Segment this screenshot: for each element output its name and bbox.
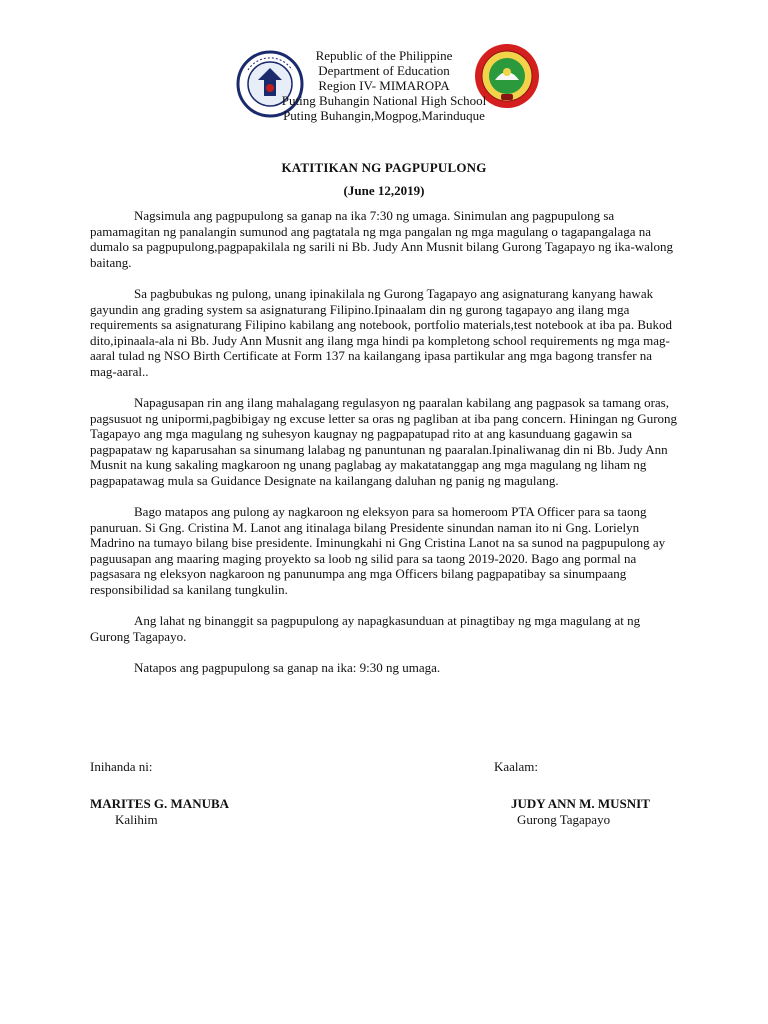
noted-by-label: Kaalam: [494,759,539,774]
paragraph-regulations: Napagusapan rin ang ilang mahalagang regulasyon ng paaralan kabilang ang pagpasok sa tamang oras, pagsusuot ng unipormi,pagbibigay ng excuse letter sa oras ng pagliban at iba pang concern. Hiningan ng Gurong Tagapayo ang mga magulang ng suhesyon kaugnay ng pagpapatupad rito at ang kasunduang gagawin sa pagpapataw ng kaparusahan sa sinumang lalabag ng panuntunan ng paaralan.Ipinaliwanag din ni Bb. Judy Ann Musnit na kung sakaling magkaroon ng unang paglabag ay makatatanggap ang mga magulang ng liham ng pagpapatawag mula sa Guidance Designate na kailangang daluhan ng panig ng magulang. [90,395,678,488]
noted-by-name: JUDY ANN M. MUSNIT [511,796,650,811]
paragraph-introduction: Sa pagbubukas ng pulong, unang ipinakilala ng Gurong Tagapayo ang asignaturang kanyang hawak gayundin ang grading system sa asignaturang Filipino.Ipinaalam din ng gurong tagapayo ang ilang mga requirements sa asignaturang Filipino kabilang ang notebook, portfolio materials,test notebook at iba pa. Bukod dito,ipinaala-ala ni Bb. Judy Ann Musnit ang ilang mga hindi pa kompletong school requirements ng mga mag-aaral tulad ng NSO Birth Certificate at Form 137 na kailangang ipasa partikular ang mga bagong transfer na mag-aaral.. [90,286,672,379]
paragraph-election: Bago matapos ang pulong ay nagkaroon ng eleksyon para sa homeroom PTA Officer para sa taong panuruan. Si Gng. Cristina M. Lanot ang itinalaga bilang Presidente sinundan naman ito ni Gng. Lorielyn Madrino na tumayo bilang bise presidente. Iminungkahi ni Gng Cristina Lanot na sa sunod na pagpupulong ay paguusapan ang maaring maging proyekto sa loob ng silid para sa taong 2019-2020. Bago ang pormal na pagsasara ng eleksyon nagkaroon ng panunumpa ang mga Officers bilang pagpapatibay sa sinumpaang responsibilidad sa kanilang tungkulin. [90,504,666,597]
document-header [0,48,768,123]
paragraph-opening: Nagsimula ang pagpupulong sa ganap na ika 7:30 ng umaga. Sinimulan ang pagpupulong sa pamamagitan ng panalangin sumunod ang pagtatala ng mga pangalan ng mga magulang o tagapangalaga na dumalo sa pagpupulong,pagpapakilala ng sarili ni Bb. Judy Ann Musnit bilang Gurong Tagapayo ng ika-walong baitang. [90,208,674,270]
document-title: KATITIKAN NG PAGPUPULONG [281,160,487,175]
paragraph-closing: Natapos ang pagpupulong sa ganap na ika: 9:30 ng umaga. [134,660,441,675]
prepared-by-role: Kalihim [115,812,158,827]
header-school: Puting Buhangin National High School [281,93,487,108]
prepared-by-name: MARITES G. MANUBA [90,796,230,811]
header-address: Puting Buhangin,Mogpog,Marinduque [283,108,485,123]
header-region: Region IV- MIMAROPA [318,78,450,93]
noted-by-role: Gurong Tagapayo [517,812,611,827]
header-republic: Republic of the Philippine [315,48,453,63]
document-date: (June 12,2019) [343,183,425,198]
header-department: Department of Education [318,63,450,78]
document-body [90,208,680,692]
prepared-by-label: Inihanda ni: [90,759,153,774]
paragraph-agreement: Ang lahat ng binanggit sa pagpupulong ay napagkasunduan at pinagtibay ng mga magulang at ng Gurong Tagapayo. [90,613,641,644]
